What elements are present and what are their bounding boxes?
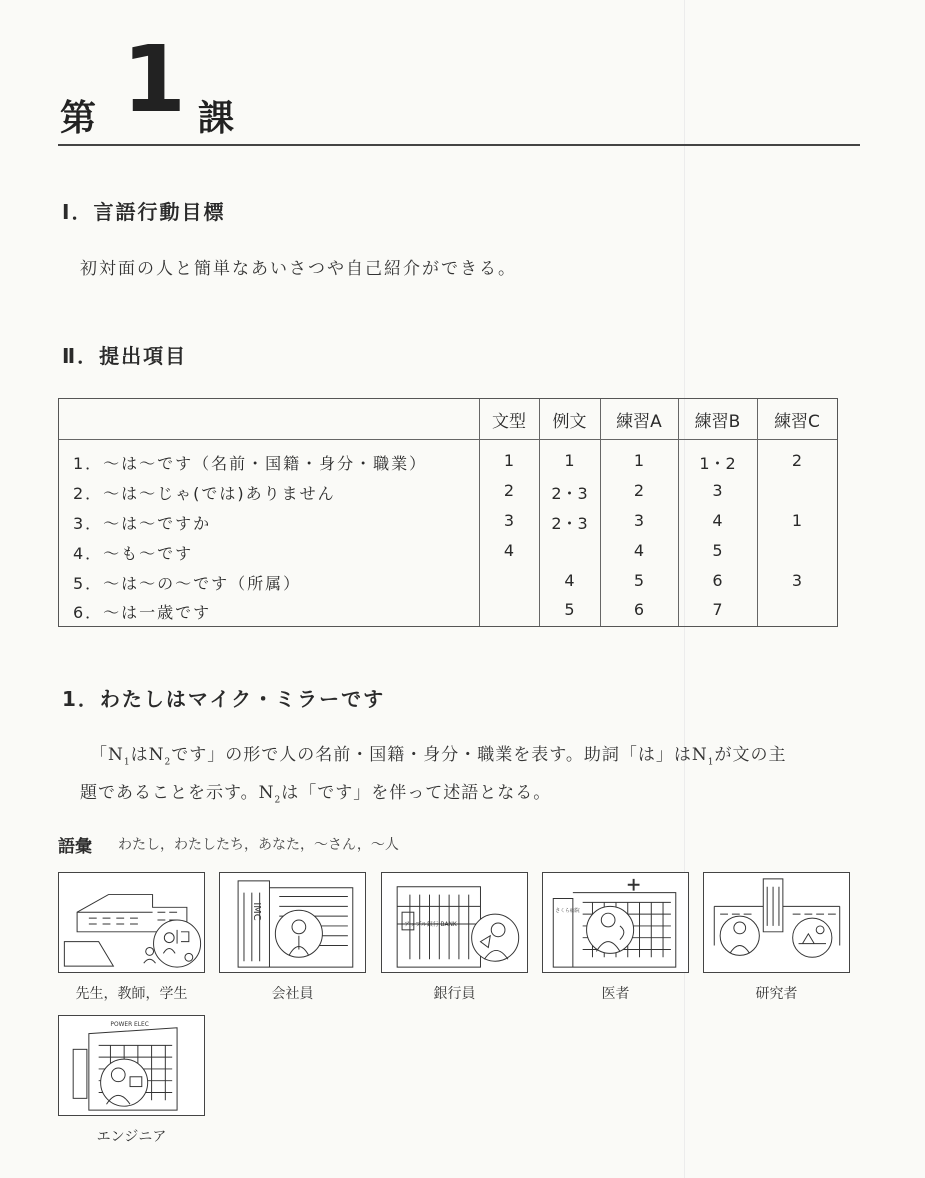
table-cell: 2	[791, 451, 803, 470]
table-header: 文型	[492, 412, 526, 432]
table-cell: 5	[712, 541, 723, 560]
grammar-point-heading: 1．わたしはマイク・ミラーです	[62, 687, 386, 711]
table-cell: 4	[633, 541, 645, 560]
table-cell: 5	[633, 571, 645, 590]
table-cell: 1・2	[699, 454, 736, 473]
table-cell: 4	[712, 511, 723, 530]
items-table	[58, 398, 838, 627]
table-cell: 4	[503, 541, 515, 560]
imc-sign: IMC	[250, 902, 262, 921]
caption-teacher-student: 先生，教師，学生	[75, 986, 188, 1002]
bank-building-drawing	[382, 873, 527, 972]
table-cell: 3	[791, 571, 803, 590]
section-goals-text: 初対面の人と簡単なあいさつや自己紹介ができる。	[80, 259, 517, 279]
bank-illustration	[381, 872, 528, 973]
table-cell: 3	[633, 511, 645, 530]
vocab-label: 語彙	[58, 837, 92, 857]
title-underline	[58, 144, 860, 146]
table-cell: 1	[564, 451, 575, 470]
grammar-explanation-line-1: 「$N_1$は$N_2$です」の形で人の名前・国籍・身分・職業を表す。助詞「は」は$N_1$が文の主	[90, 745, 787, 768]
table-header: 練習B	[694, 412, 741, 432]
lesson-suffix: 課	[198, 98, 235, 139]
table-cell: 5	[564, 600, 575, 619]
table-cell: 4	[564, 571, 575, 590]
table-cell: 3	[712, 481, 723, 500]
vocab-list: わたし，わたしたち，あなた，～さん，～人	[118, 837, 399, 853]
research-illustration	[703, 872, 850, 973]
caption-doctor: 医者	[601, 986, 630, 1002]
table-cell: 7	[712, 600, 723, 619]
table-row-label: 2．～は～じゃ(では)ありません	[73, 484, 336, 503]
factory-building-drawing	[59, 1016, 204, 1115]
table-cell: 1	[503, 451, 515, 470]
table-row-label: 5．～は～の～です（所属）	[73, 574, 302, 593]
caption-engineer: エンジニア	[96, 1129, 167, 1145]
school-illustration	[58, 872, 205, 973]
table-header: 例文	[552, 412, 587, 432]
table-row-label: 1．～は～です（名前・国籍・身分・職業）	[73, 454, 428, 473]
power-elec-sign: POWER ELEC	[110, 1021, 149, 1028]
table-cell: 2・3	[551, 514, 588, 533]
table-header: 練習A	[616, 412, 662, 432]
table-row-label: 6．～は一歳です	[73, 603, 212, 622]
caption-researcher: 研究者	[755, 986, 798, 1002]
hospital-building-drawing	[543, 873, 688, 972]
hospital-illustration	[542, 872, 689, 973]
table-cell: 1	[791, 511, 803, 530]
caption-company-employee: 会社員	[271, 986, 314, 1002]
table-header-rule	[59, 439, 837, 440]
caption-bank-employee: 銀行員	[433, 986, 476, 1002]
table-row-label: 4．～も～です	[73, 544, 194, 563]
section-heading-goals: Ⅰ．言語行動目標	[62, 200, 226, 224]
table-cell: 2	[633, 481, 645, 500]
company-illustration	[219, 872, 366, 973]
table-cell: 2・3	[551, 484, 588, 503]
school-building-drawing	[59, 873, 204, 972]
lesson-prefix: 第	[60, 98, 97, 139]
section-heading-items: Ⅱ．提出項目	[62, 344, 188, 368]
table-header: 練習C	[774, 412, 820, 432]
bank-sign: アップル銀行 BANK	[404, 921, 457, 928]
table-cell: 3	[503, 511, 515, 530]
table-cell: 6	[633, 600, 645, 619]
table-cell: 1	[633, 451, 645, 470]
table-row-label: 3．～は～ですか	[73, 514, 212, 533]
office-building-drawing	[220, 873, 365, 972]
table-cell: 2	[503, 481, 515, 500]
hospital-sign: さくら病院	[555, 908, 580, 915]
grammar-explanation-line-2: 題であることを示す。$N_2$は「です」を伴って述語となる。	[80, 783, 552, 806]
lesson-number: 1	[122, 26, 187, 133]
table-cell: 6	[712, 571, 723, 590]
engineer-illustration	[58, 1015, 205, 1116]
university-tower-drawing	[704, 873, 849, 972]
